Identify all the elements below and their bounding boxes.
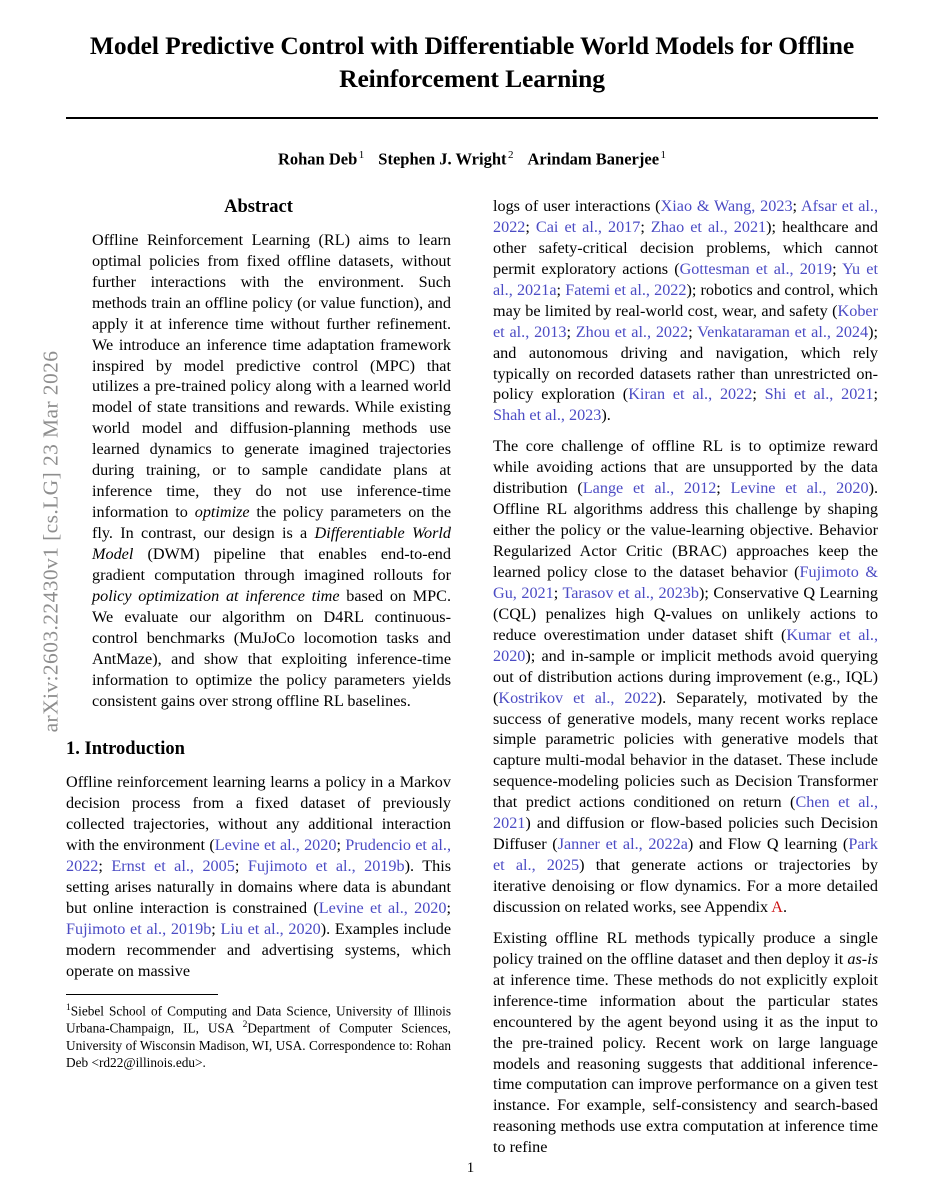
citation-link[interactable]: Fujimoto et al., 2019b	[247, 856, 405, 875]
footnote-marker-1: 1	[66, 1002, 71, 1013]
rc2-text-4: ;	[553, 583, 563, 602]
intro-text-1: Offline reinforcement learning learns a policy in a Markov decision process from a fixed dataset of previously collected trajectories, without any additional interaction with the environment (	[66, 772, 451, 854]
arxiv-stamp: arXiv:2603.22430v1 [cs.LG] 23 Mar 2026	[38, 350, 63, 733]
left-column	[66, 196, 451, 1071]
intro-text-2: ;	[336, 835, 346, 854]
citation-link[interactable]: Levine et al., 2020	[318, 898, 447, 917]
citation-link[interactable]: Liu et al., 2020	[220, 919, 321, 938]
abstract-emph-policy-opt: policy optimization at inference time	[92, 587, 340, 606]
citation-link[interactable]: Cai et al., 2017	[535, 217, 641, 236]
citation-link[interactable]: Park et al., 2025	[493, 835, 878, 875]
rc-text-6: ;	[832, 259, 843, 278]
rc2-text-1: The core challenge of offline RL is to optimize reward while avoiding actions that are unsupported by the data distribution (	[493, 436, 878, 497]
intro-text-3: ;	[98, 856, 112, 875]
citation-link[interactable]: Zhou et al., 2022	[575, 322, 689, 341]
citation-link[interactable]: Kober et al., 2013	[493, 301, 878, 341]
abstract-text-3: (DWM) pipeline that enables end-to-end gradient computation through imagined rollouts for	[92, 545, 451, 585]
citation-link[interactable]: Fatemi et al., 2022	[565, 280, 687, 299]
citation-link[interactable]: Fujimoto et al., 2019b	[66, 919, 212, 938]
footnote-text-2: Department of Computer Sciences, University of Wisconsin Madison, WI, USA. Correspondence to: Rohan Deb <rd22@illinois.edu>.	[66, 1020, 451, 1070]
citation-link[interactable]: Afsar et al., 2022	[493, 196, 878, 236]
citation-link[interactable]: Xiao & Wang, 2023	[660, 196, 793, 215]
right-column	[493, 196, 878, 1159]
citation-link[interactable]: Yu et al., 2021a	[493, 259, 878, 299]
right-paragraph-2	[493, 436, 878, 918]
abstract-text-4: based on MPC. We evaluate our algorithm on D4RL continuous-control benchmarks (MuJoCo locomotion tasks and AntMaze), and show that exploiting inference-time information to optimize the policy parameters yields consistent gains over strong offline RL baselines.	[92, 587, 451, 711]
rc2-text-5: ); Conservative Q Learning (CQL) penalizes high Q-values on unlikely actions to reduce overestimation under dataset shift (	[493, 583, 878, 644]
citation-link[interactable]: Tarasov et al., 2023b	[562, 583, 699, 602]
author-2-name: Stephen J. Wright	[378, 149, 507, 169]
rc2-text-6: ); and in-sample or implicit methods avoid querying out of distribution actions during improvement (e.g., IQL) (	[493, 646, 878, 707]
citation-link[interactable]: Shi et al., 2021	[764, 385, 874, 404]
rc-text-2: ;	[792, 196, 801, 215]
intro-text-5: ). This setting arises naturally in domains where data is abundant but online interaction is constrained (	[66, 856, 451, 917]
citation-link[interactable]: Prudencio et al., 2022	[66, 835, 452, 875]
rc2-text-8: ) and diffusion or flow-based policies such Decision Diffuser (	[493, 814, 878, 854]
citation-link[interactable]: Levine et al., 2020	[214, 835, 337, 854]
right-paragraph-1	[493, 196, 878, 427]
rc-text-5: ); healthcare and other safety-critical decision problems, which cannot permit exploratory actions (	[493, 217, 879, 278]
abstract-emph-dwm: Differentiable World Model	[92, 524, 451, 564]
citation-link[interactable]: Chen et al., 2021	[493, 793, 878, 833]
rc2-text-11: .	[783, 898, 788, 917]
footnote-affiliations	[66, 1002, 451, 1071]
intro-paragraph-1	[66, 772, 451, 982]
author-list	[66, 149, 878, 170]
title-divider	[66, 117, 878, 119]
intro-text-8: ). Examples include modern recommender and advertising systems, which operate on massive	[66, 919, 452, 980]
abstract-heading: Abstract	[224, 196, 293, 217]
section-heading-introduction: 1. Introduction	[66, 738, 185, 759]
author-2-affiliation-marker: 2	[508, 149, 514, 162]
citation-link[interactable]: Fujimoto & Gu, 2021	[493, 562, 878, 602]
citation-link[interactable]: Ernst et al., 2005	[111, 856, 235, 875]
page-number: 1	[466, 1160, 475, 1176]
citation-link[interactable]: Kumar et al., 2020	[493, 625, 878, 665]
author-1-name: Rohan Deb	[277, 149, 358, 169]
rc-text-12: ;	[752, 385, 765, 404]
rc-text-14: ).	[601, 406, 611, 425]
abstract-text-1: Offline Reinforcement Learning (RL) aims to learn optimal policies from fixed offline datasets, without further interactions with the environment. Such methods train an offline policy (or value function), and apply it at inference time without further refinement. We introduce an inference time adaptation framework inspired by model predictive control (MPC) that utilizes a pre-trained policy along with a learned world model of state transitions and rewards. While existing world model and diffusion-planning methods use learned dynamics to generate imagined trajectories during training, or to sample candidate plans at inference time, they do not use inference-time information to	[92, 230, 451, 522]
author-1-affiliation-marker: 1	[358, 149, 365, 162]
citation-link[interactable]: Shah et al., 2023	[493, 406, 602, 425]
appendix-reference-link[interactable]: A	[771, 898, 783, 917]
page-title: Model Predictive Control with Differentiable World Models for Offline Reinforcement Learning	[89, 31, 855, 93]
rc2-text-2: ;	[716, 478, 731, 497]
abstract-text-2: the policy parameters on the fly. In contrast, our design is a	[92, 503, 452, 543]
footnote-marker-2: 2	[242, 1020, 248, 1031]
intro-text-4: ;	[234, 856, 248, 875]
rc2-text-9: ) and Flow Q learning (	[687, 835, 849, 854]
citation-link[interactable]: Levine et al., 2020	[730, 478, 869, 497]
rc-text-8: ); robotics and control, which may be limited by real-world cost, wear, and safety (	[493, 280, 879, 320]
abstract-body	[92, 230, 451, 712]
rc-text-13: ;	[873, 385, 878, 404]
citation-link[interactable]: Kiran et al., 2022	[628, 385, 753, 404]
rc-text-1: logs of user interactions (	[493, 196, 661, 215]
paper-content	[66, 22, 878, 1158]
rc3-emph-as-is: as-is	[847, 949, 878, 968]
right-paragraph-3	[493, 928, 878, 1159]
rc2-text-10: ) that generate actions or trajectories by iterative denoising or flow dynamics. For a more detailed discussion on related works, see Appendix	[493, 856, 878, 917]
citation-link[interactable]: Venkataraman et al., 2024	[697, 322, 869, 341]
abstract-emph-optimize: optimize	[194, 503, 250, 522]
abstract-paragraph	[92, 230, 451, 712]
two-column-body	[66, 196, 878, 1159]
intro-text-6: ;	[446, 898, 451, 917]
footnote-text-1: Siebel School of Computing and Data Science, University of Illinois Urbana-Champaign, IL, USA	[66, 1003, 451, 1036]
rc-text-3: ;	[525, 217, 536, 236]
rc-text-11: ); and autonomous driving and navigation, which rely typically on recorded datasets rather than unrestricted on-policy exploration (	[493, 322, 878, 404]
author-3-affiliation-marker: 1	[660, 149, 667, 162]
rc2-text-7: ). Separately, motivated by the success of generative models, many recent works replace simple parametric policies with generative models that capture multi-modal behavior in the dataset. These include sequence-modeling policies such as Decision Transformer that predict actions conditioned on return (	[493, 688, 878, 812]
author-3-name: Arindam Banerjee	[527, 149, 660, 169]
rc3-text-2: at inference time. These methods do not explicitly exploit inference-time information about the particular states encountered by the agent beyond using it as the input to the pre-trained policy. Recent work on large language models and reasoning suggests that additional inference-time computation can improve performance on a given test instance. For example, self-consistency and search-based reasoning methods use extra computation at inference time to refine	[493, 970, 878, 1157]
rc3-text-1: Existing offline RL methods typically produce a single policy trained on the offline dataset and then deploy it	[493, 928, 878, 968]
footnote-divider	[66, 994, 218, 995]
citation-link[interactable]: Zhao et al., 2021	[650, 217, 767, 236]
intro-text-7: ;	[211, 919, 221, 938]
citation-link[interactable]: Gottesman et al., 2019	[679, 259, 833, 278]
rc-text-9: ;	[566, 322, 576, 341]
rc2-text-3: ). Offline RL algorithms address this challenge by shaping either the policy or the value-learning objective. Behavior Regularized Actor Critic (BRAC) approaches keep the learned policy close to the dataset behavior (	[493, 478, 878, 581]
rc-text-10: ;	[688, 322, 698, 341]
rc-text-7: ;	[556, 280, 566, 299]
citation-link[interactable]: Kostrikov et al., 2022	[498, 688, 657, 707]
citation-link[interactable]: Lange et al., 2012	[582, 478, 717, 497]
citation-link[interactable]: Janner et al., 2022a	[557, 835, 688, 854]
rc-text-4: ;	[640, 217, 651, 236]
